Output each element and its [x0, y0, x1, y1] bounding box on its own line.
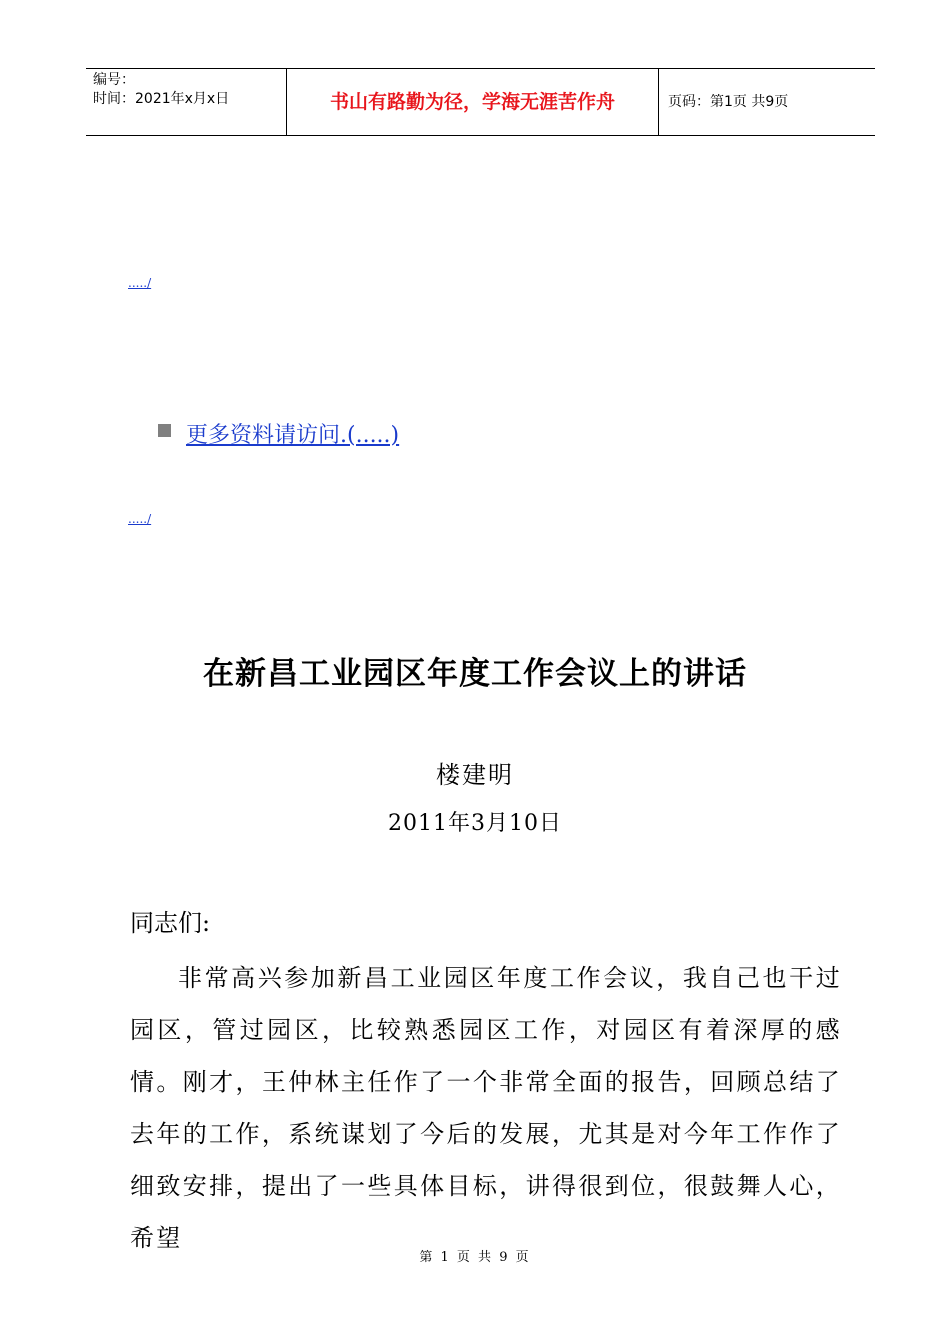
header-meta — [86, 69, 286, 135]
header-time-label: 时间：2021年x月x日 — [93, 91, 230, 107]
salutation: 同志们: — [130, 909, 211, 937]
document-title: 在新昌工业园区年度工作会议上的讲话 — [203, 656, 747, 692]
header-id-label: 编号： — [93, 72, 135, 88]
page-header — [86, 68, 875, 136]
header-slogan: 书山有路勤为径，学海无涯苦作舟 — [286, 69, 659, 135]
body-paragraph: 非常高兴参加新昌工业园区年度工作会议，我自己也干过园区，管过园区，比较熟悉园区工作，对园区有着深厚的感情。刚才，王仲林主任作了一个非常全面的报告，回顾总结了去年的工作，系统谋划了今后的发展，尤其是对今年工作作了细致安排，提出了一些具体目标，讲得很到位，很鼓舞人心，希望 — [130, 964, 842, 1252]
square-bullet-icon — [158, 424, 171, 437]
header-page-info: 页码：第1页 共9页 — [668, 94, 789, 110]
more-info-link[interactable]: 更多资料请访问.(.....) — [186, 423, 400, 448]
top-link[interactable]: ...../ — [128, 276, 152, 290]
document-author: 楼建明 — [436, 761, 514, 789]
bottom-link[interactable]: ...../ — [128, 512, 152, 526]
page-footer: 第 1 页 共 9 页 — [419, 1250, 531, 1265]
document-date: 2011年3月10日 — [388, 811, 562, 836]
